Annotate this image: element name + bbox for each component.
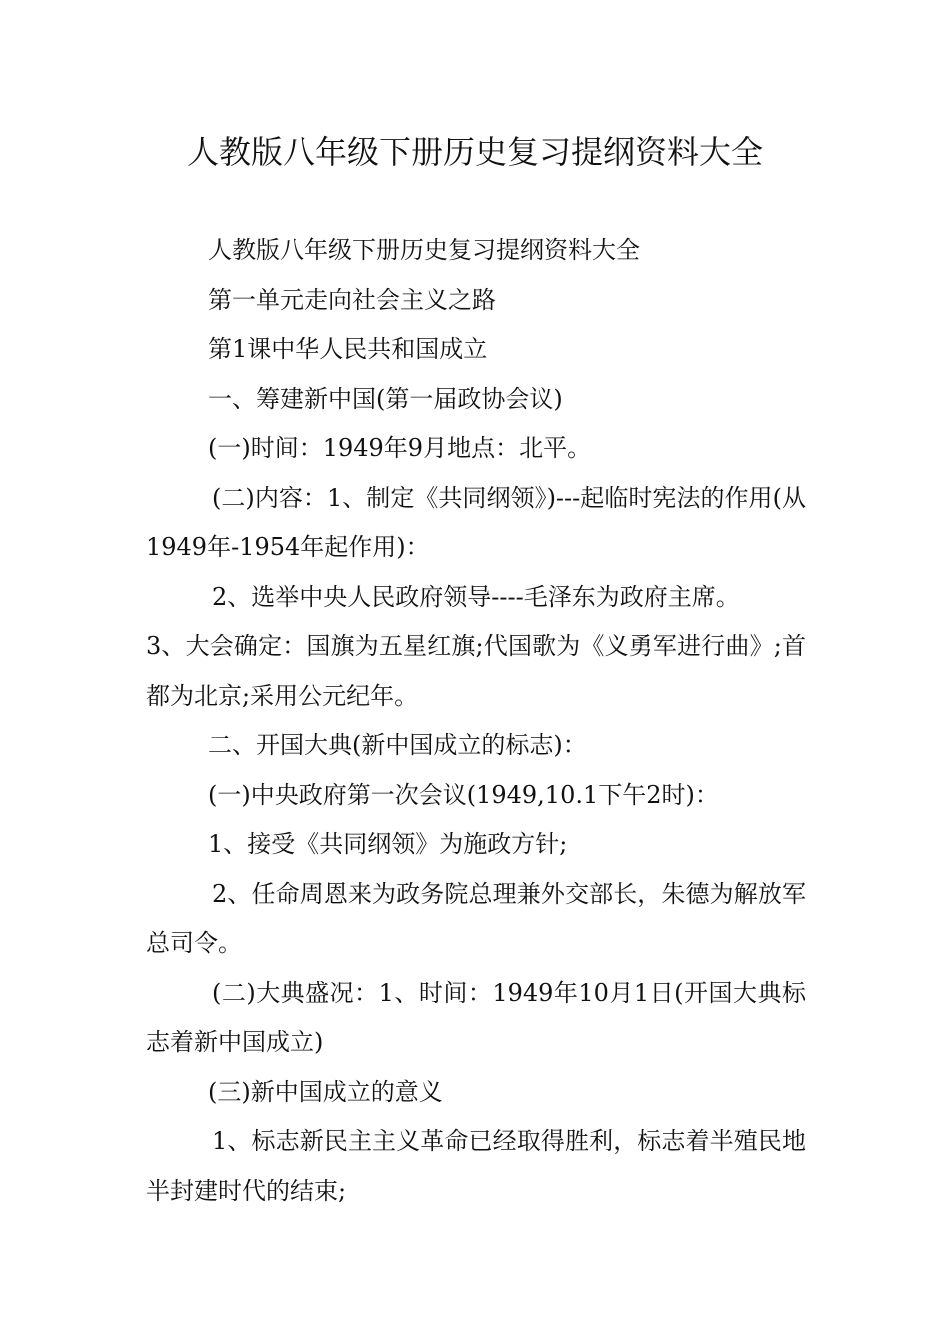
paragraph-significance-one: 1、标志新民主主义革命已经取得胜利，标志着半殖民地半封建时代的结束; [146, 1127, 806, 1205]
paragraph-appointments: 2、任命周恩来为政务院总理兼外交部长，朱德为解放军总司令。 [146, 879, 806, 957]
paragraph-subtitle: 人教版八年级下册历史复习提纲资料大全 [208, 236, 640, 264]
paragraph-unit-heading: 第一单元走向社会主义之路 [208, 285, 496, 314]
paragraph-decisions: 3、大会确定：国旗为五星红旗;代国歌为《义勇军进行曲》;首都为北京;采用公元纪年。 [146, 632, 806, 710]
document-title: 人教版八年级下册历史复习提纲资料大全 [186, 133, 763, 171]
paragraph-time-place: (一)时间：1949年9月地点：北平。 [208, 434, 592, 462]
paragraph-section-one: 一、筹建新中国(第一届政协会议) [208, 384, 563, 413]
paragraph-significance-heading: (三)新中国成立的意义 [208, 1077, 443, 1106]
paragraph-section-two: 二、开国大典(新中国成立的标志)： [208, 731, 587, 759]
paragraph-lesson-heading: 第1课中华人民共和国成立 [208, 335, 488, 363]
document-body [146, 226, 806, 1216]
paragraph-accept-program: 1、接受《共同纲领》为施政方针; [208, 830, 568, 858]
paragraph-ceremony: (二)大典盛况：1、时间：1949年10月1日(开国大典标志着新中国成立) [146, 978, 806, 1056]
paragraph-election: 2、选举中央人民政府领导----毛泽东为政府主席。 [212, 582, 740, 611]
paragraph-content: (二)内容：1、制定《共同纲领》)---起临时宪法的作用(从1949年-1954年起作用)： [146, 483, 806, 561]
paragraph-first-meeting: (一)中央政府第一次会议(1949,10.1下午2时)： [208, 780, 719, 809]
